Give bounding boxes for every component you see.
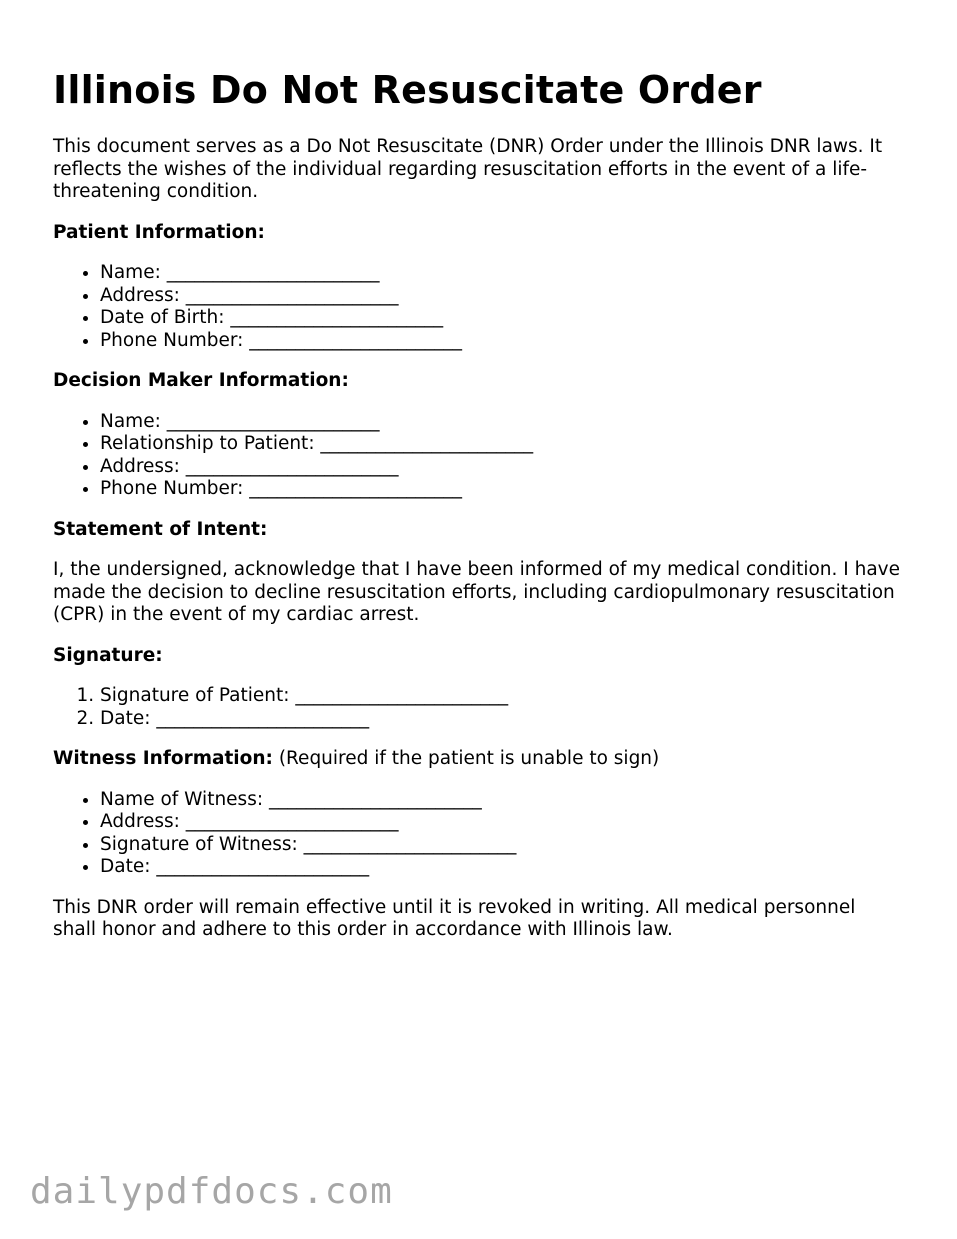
- patient-phone-item: • Phone Number: _______________________: [100, 330, 903, 353]
- intent-paragraph: I, the undersigned, acknowledge that I have been informed of my medical condition. I have made the decision to decline resuscitation efforts, including cardiopulmonary resuscitation (CPR) in the event of my cardiac arrest.: [53, 559, 901, 625]
- decision-maker-heading: Decision Maker Information:: [53, 370, 349, 391]
- page-title: Illinois Do Not Resuscitate Order: [53, 68, 762, 112]
- witness-list: [53, 789, 903, 879]
- patient-signature-item: 1. Signature of Patient: _______________________: [100, 685, 903, 708]
- intent-heading: Statement of Intent:: [53, 518, 268, 540]
- patient-name-item: • Name: _______________________: [100, 262, 903, 285]
- document: [53, 66, 903, 960]
- witness-heading-note: (Required if the patient is unable to sign): [272, 748, 660, 769]
- witness-signature-item: • Signature of Witness: _______________________: [100, 834, 903, 857]
- patient-address-item: • Address: _______________________: [100, 285, 903, 308]
- witness-heading: [53, 748, 903, 771]
- witness-heading-label: Witness Information:: [53, 748, 273, 769]
- decision-maker-address-item: • Address: _______________________: [100, 456, 903, 479]
- intro-paragraph: This document serves as a Do Not Resuscitate (DNR) Order under the Illinois DNR laws. It reflects the wishes of the individual regarding resuscitation efforts in the event of a life-threatening condition.: [53, 136, 883, 202]
- decision-maker-name-item: • Name: _______________________: [100, 411, 903, 434]
- witness-date-item: • Date: _______________________: [100, 856, 903, 879]
- decision-maker-list: [53, 411, 903, 501]
- decision-maker-phone-item: • Phone Number: _______________________: [100, 478, 903, 501]
- witness-address-item: • Address: _______________________: [100, 811, 903, 834]
- signature-list: [53, 685, 903, 730]
- patient-dob-item: • Date of Birth: _______________________: [100, 307, 903, 330]
- watermark: dailypdfdocs.com: [30, 1171, 393, 1212]
- closing-paragraph: This DNR order will remain effective until it is revoked in writing. All medical personnel shall honor and adhere to this order in accordance with Illinois law.: [53, 896, 856, 940]
- signature-heading: Signature:: [53, 644, 163, 666]
- patient-info-heading: Patient Information:: [53, 221, 265, 243]
- decision-maker-relationship-item: • Relationship to Patient: _______________________: [100, 433, 903, 456]
- signature-date-item: 2. Date: _______________________: [100, 708, 903, 731]
- patient-info-list: [53, 262, 903, 352]
- witness-name-item: • Name of Witness: _______________________: [100, 789, 903, 812]
